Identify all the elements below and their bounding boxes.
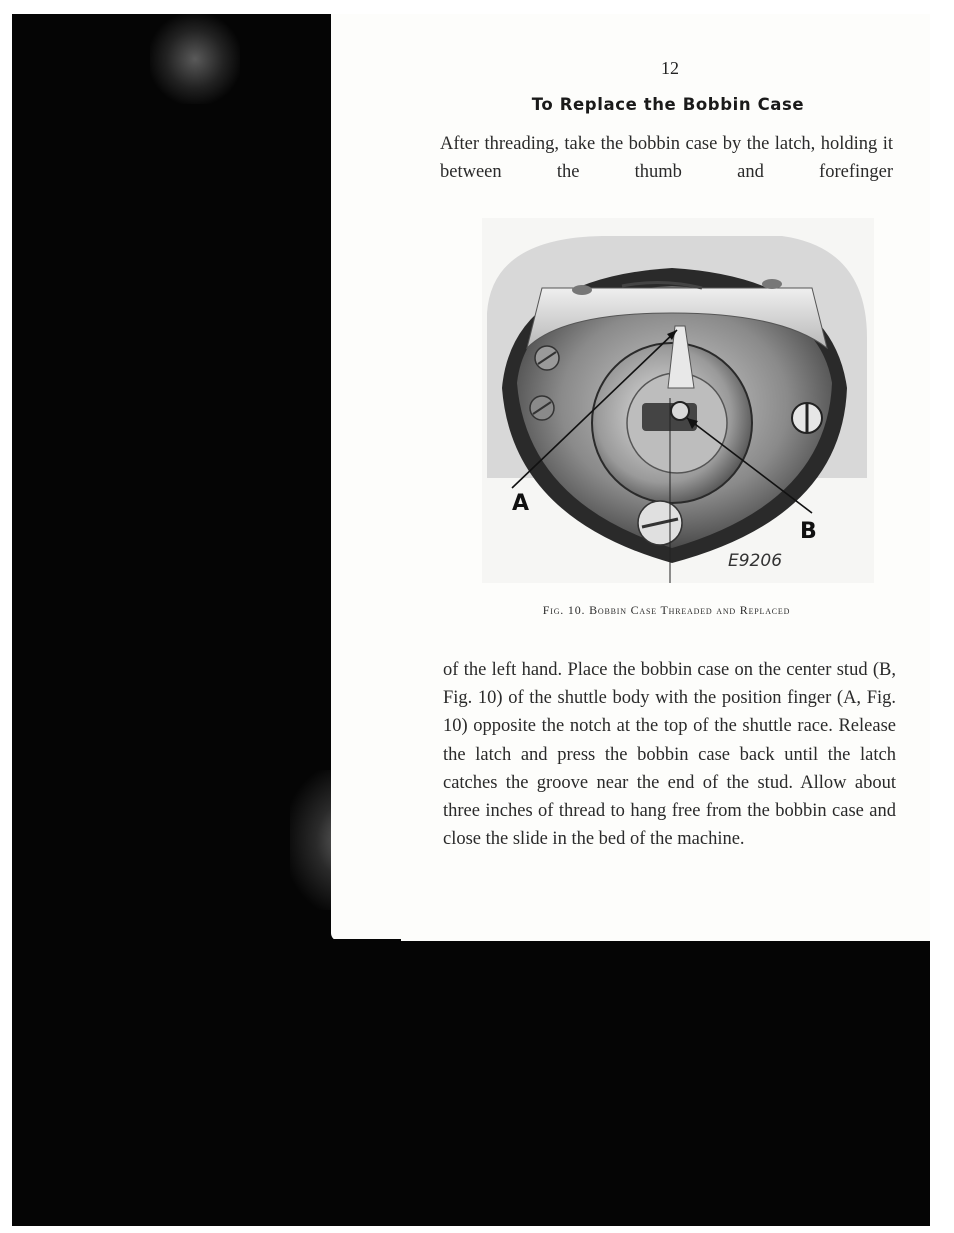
center-stud (671, 402, 689, 420)
figure-bobbin-case (482, 218, 874, 583)
label-a: A (512, 491, 530, 516)
bobbin-case-illustration (482, 218, 874, 583)
intro-paragraph: After threading, take the bobbin case by the latch, holding it between the thumb and forefinger (440, 134, 893, 183)
plate-screw-slot (762, 279, 782, 289)
body-paragraph (443, 656, 896, 853)
figure-code: E9206 (728, 551, 783, 571)
scan-light-artifact (150, 14, 240, 104)
body-text: of the left hand. Place the bobbin case on the center stud (B, Fig. 10) of the shuttle body with the position finger (A, Fig. 10) opposite the notch at the top of the shuttle race. Release the latch and press the bobbin case back until the latch catches the groove near the end of the stud. Allow about three inches of thread to hang free from the bobbin case and (443, 660, 896, 822)
body-last-line: close the slide in the bed of the machine. (443, 829, 745, 850)
page-number: 12 (661, 58, 679, 78)
plate-screw-slot (572, 285, 592, 295)
section-heading: To Replace the Bobbin Case (531, 95, 805, 114)
figure-caption: Fig. 10. Bobbin Case Threaded and Replaced (542, 603, 791, 617)
label-b: B (800, 519, 817, 544)
